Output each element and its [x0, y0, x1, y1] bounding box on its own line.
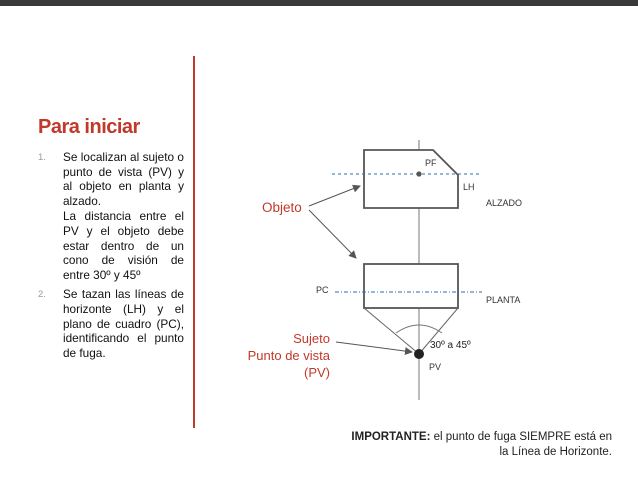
- note-bold: IMPORTANTE:: [351, 431, 431, 443]
- list-number: 1.: [38, 152, 46, 163]
- pf-label: PF: [425, 158, 437, 168]
- planta-shape: [364, 264, 458, 308]
- sujeto-label-line1: Sujeto: [293, 331, 330, 346]
- sujeto-label-line3: (PV): [304, 365, 330, 380]
- alzado-label: ALZADO: [486, 198, 523, 208]
- objeto-label: Objeto: [262, 200, 302, 215]
- sujeto-arrow: [336, 342, 412, 352]
- pv-label: PV: [429, 362, 442, 372]
- objeto-arrow-down: [309, 210, 356, 258]
- list-text: Se localizan al sujeto o punto de vista (PV) y al objeto en planta y alzado.: [63, 150, 184, 208]
- pc-label: PC: [316, 285, 329, 295]
- list-number: 2.: [38, 289, 46, 301]
- vanishing-point-dot: [416, 171, 421, 176]
- sujeto-label: [228, 330, 330, 381]
- important-note: [300, 430, 612, 460]
- page-title: Para iniciar: [38, 116, 140, 138]
- alzado-shape: [364, 150, 458, 208]
- list-subtext: La distancia entre el PV y el objeto debe estar dentro de un cono de visión de entre 30º y 45º: [63, 209, 184, 282]
- list-text: Se tazan las líneas de horizonte (LH) y el plano de cuadro (PC), identificando el punto de fuga.: [63, 287, 184, 360]
- lh-label: LH: [463, 182, 475, 192]
- note-line1: el punto de fuga SIEMPRE está en: [430, 431, 612, 443]
- note-line2: la Línea de Horizonte.: [499, 446, 612, 458]
- viewpoint-dot: [414, 349, 424, 359]
- angle-label: 30º a 45º: [430, 340, 471, 351]
- planta-label: PLANTA: [486, 295, 521, 305]
- sujeto-label-line2: Punto de vista: [247, 348, 330, 363]
- objeto-arrow-up: [309, 186, 360, 206]
